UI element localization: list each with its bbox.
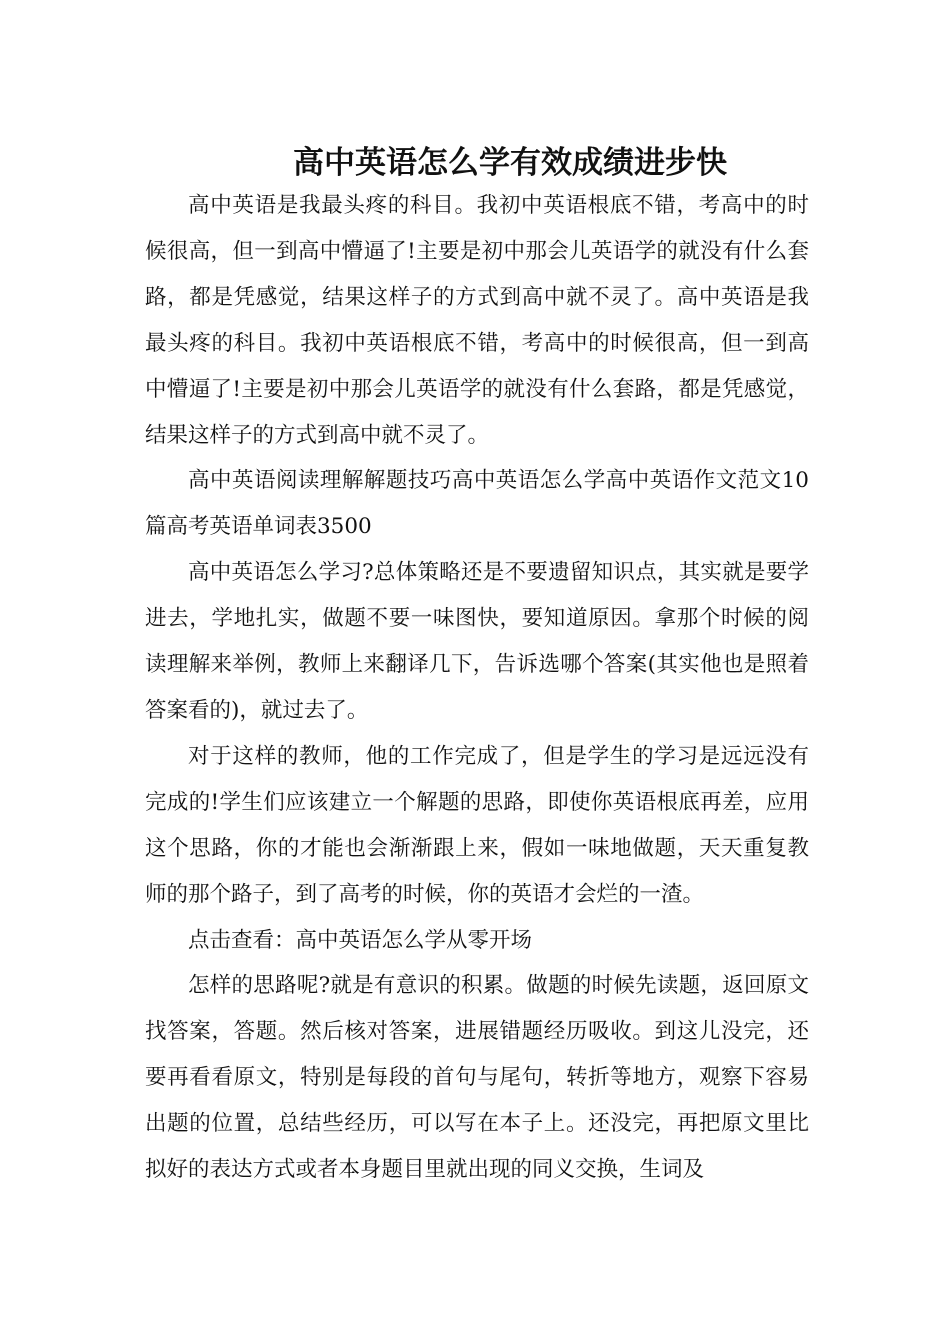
paragraph-teacher: 对于这样的教师，他的工作完成了，但是学生的学习是远远没有完成的!学生们应该建立一个解题的思路，即使你英语根底再差，应用这个思路，你的才能也会渐渐跟上来，假如一味地做题，天天重复教师的那个路子，到了高考的时候，你的英语才会烂的一渣。 [145, 743, 809, 907]
paragraph-strategy: 高中英语怎么学习?总体策略还是不要遗留知识点，其实就是要学进去，学地扎实，做题不要一味图快，要知道原因。拿那个时候的阅读理解来举例，教师上来翻译几下，告诉选哪个答案(其实他也是照着答案看的)，就过去了。 [145, 560, 809, 723]
paragraph-method: 怎样的思路呢?就是有意识的积累。做题的时候先读题，返回原文找答案，答题。然后核对答案，进展错题经历吸收。到这儿没完，还要再看看原文，特别是每段的首句与尾句，转折等地方，观察下容易出题的位置，总结些经历，可以写在本子上。还没完，再把原文里比拟好的表达方式或者本身题目里就出现的同义交换，生词及 [145, 973, 809, 1183]
document-body [145, 183, 809, 1193]
document-title: 高中英语怎么学有效成绩进步快 [293, 144, 727, 181]
paragraph-click-view: 点击查看：高中英语怎么学从零开场 [188, 927, 533, 953]
paragraph-related-links: 高中英语阅读理解解题技巧高中英语怎么学高中英语作文范文10篇高考英语单词表3500 [145, 468, 809, 540]
paragraph-intro: 高中英语是我最头疼的科目。我初中英语根底不错，考高中的时候很高，但一到高中懵逼了!主要是初中那会儿英语学的就没有什么套路，都是凭感觉，结果这样子的方式到高中就不灵了。高中英语是我最头疼的科目。我初中英语根底不错，考高中的时候很高，但一到高中懵逼了!主要是初中那会儿英语学的就没有什么套路，都是凭感觉，结果这样子的方式到高中就不灵了。 [145, 193, 809, 448]
